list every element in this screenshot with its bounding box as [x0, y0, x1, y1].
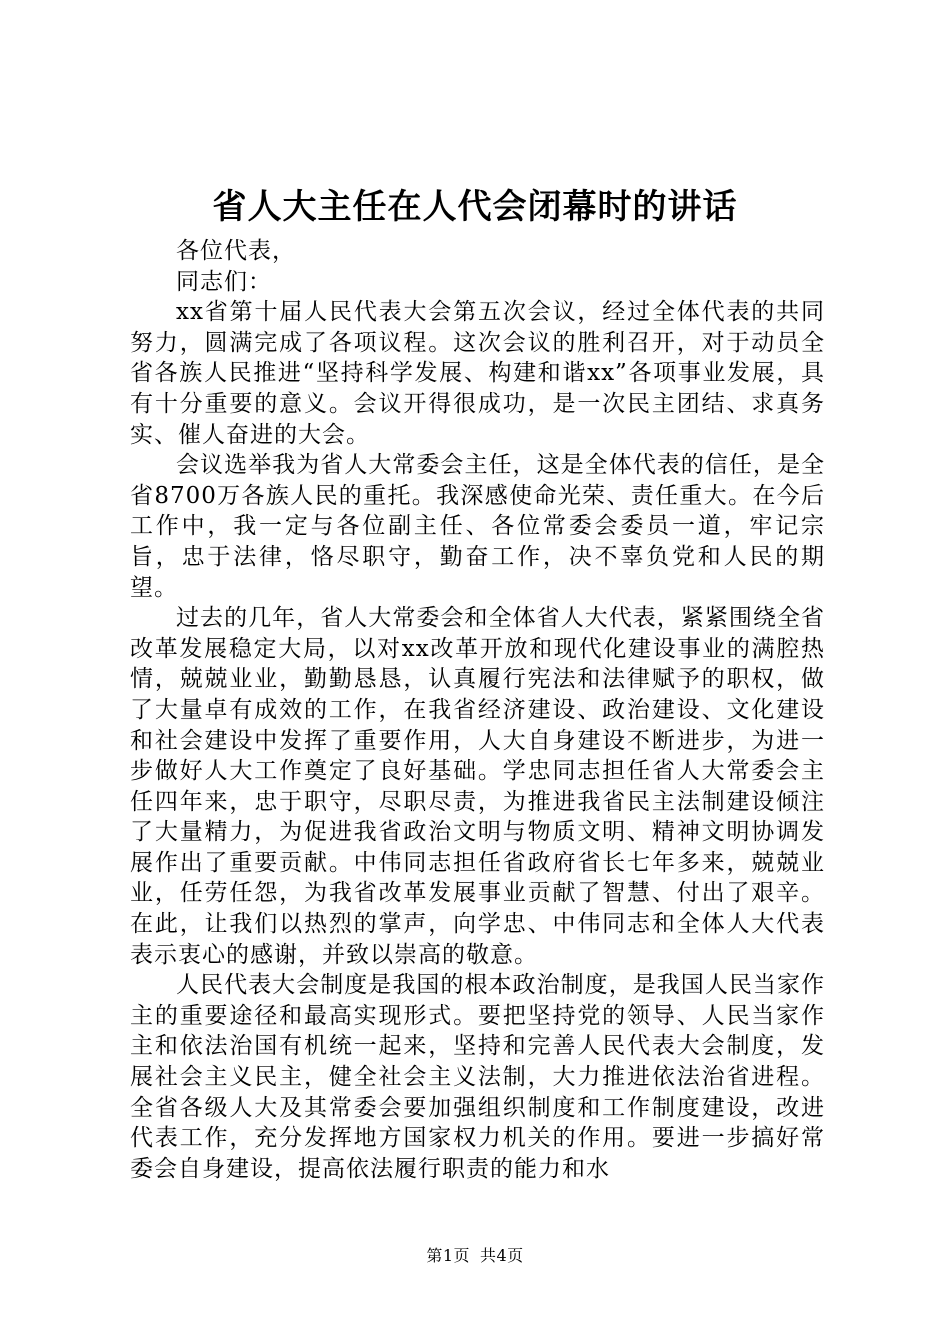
body-paragraph: xx省第十届人民代表大会第五次会议，经过全体代表的共同努力，圆满完成了各项议程。这次会议的胜利召开，对于动员全省各族人民推进“坚持科学发展、构建和谐xx”各项事业发展，具有十分重要的意义。会议开得很成功，是一次民主团结、求真务实、催人奋进的大会。: [130, 299, 825, 448]
page-total: 共4页: [480, 1246, 524, 1265]
document-title: 省人大主任在人代会闭幕时的讲话: [212, 187, 738, 227]
salutation-line: 同志们：: [176, 268, 272, 295]
document-body: [130, 236, 825, 1184]
body-paragraph: 会议选举我为省人大常委会主任，这是全体代表的信任，是全省8700万各族人民的重托。我深感使命光荣、责任重大。在今后工作中，我一定与各位副主任、各位常委会委员一道，牢记宗旨，忠于法律，恪尽职守，勤奋工作，决不辜负党和人民的期望。: [130, 452, 825, 601]
body-paragraph: 过去的几年，省人大常委会和全体省人大代表，紧紧围绕全省改革发展稳定大局，以对xx改革开放和现代化建设事业的满腔热情，兢兢业业，勤勤恳恳，认真履行宪法和法律赋予的职权，做了大量卓有成效的工作，在我省经济建设、政治建设、文化建设和社会建设中发挥了重要作用，人大自身建设不断进步，为进一步做好人大工作奠定了良好基础。学忠同志担任省人大常委会主任四年来，忠于职守，尽职尽责，为推进我省民主法制建设倾注了大量精力，为促进我省政治文明与物质文明、精神文明协调发展作出了重要贡献。中伟同志担任省政府省长七年多来，兢兢业业，任劳任怨，为我省改革发展事业贡献了智慧、付出了艰辛。在此，让我们以热烈的掌声，向学忠、中伟同志和全体人大代表表示衷心的感谢，并致以崇高的敬意。: [130, 605, 825, 968]
page-footer: [0, 1244, 950, 1268]
salutation-line: 各位代表，: [176, 238, 296, 264]
body-paragraph: 人民代表大会制度是我国的根本政治制度，是我国人民当家作主的重要途径和最高实现形式。要把坚持党的领导、人民当家作主和依法治国有机统一起来，坚持和完善人民代表大会制度，发展社会主义民主，健全社会主义法制，大力推进依法治省进程。全省各级人大及其常委会要加强组织制度和工作制度建设，改进代表工作，充分发挥地方国家权力机关的作用。要进一步搞好常委会自身建设，提高依法履行职责的能力和水: [130, 972, 825, 1182]
page-number: 第1页: [426, 1246, 470, 1265]
